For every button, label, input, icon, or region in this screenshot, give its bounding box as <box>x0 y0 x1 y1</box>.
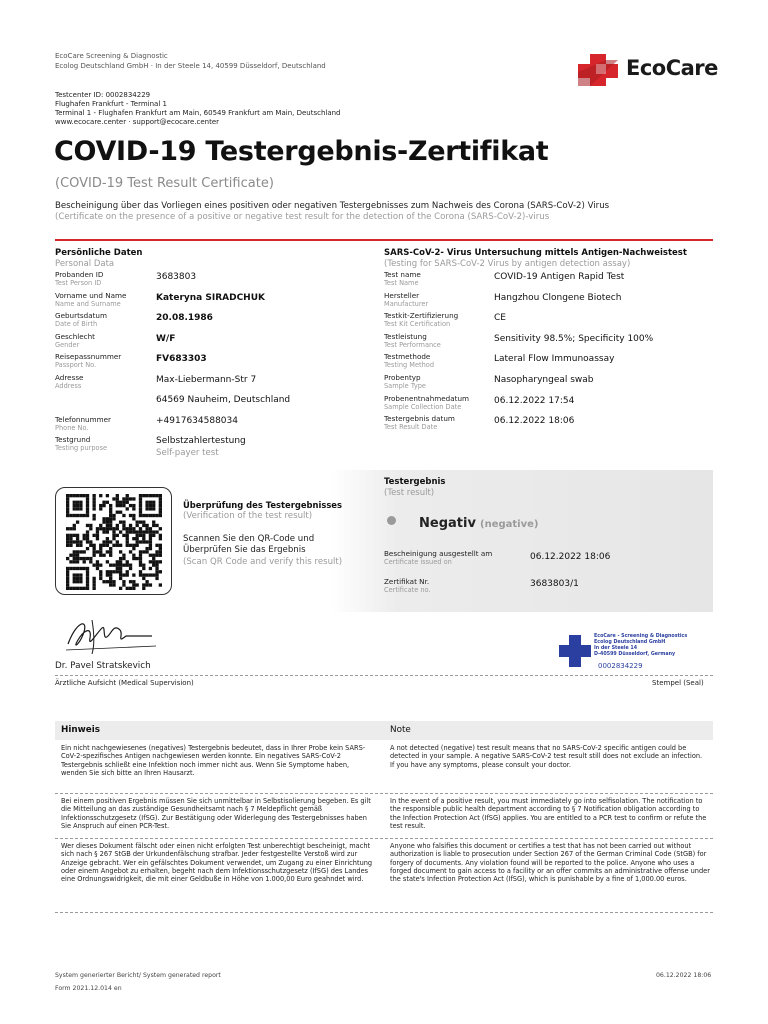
test-certification-value: CE <box>494 313 506 323</box>
person-phone-value: +4917634588034 <box>156 416 238 426</box>
person-address-line1: Max-Liebermann-Str 7 <box>156 375 257 385</box>
web-contact: www.ecocare.center · support@ecocare.center <box>55 118 220 126</box>
stamp-label: Stempel (Seal) <box>652 679 704 687</box>
cert-no-value: 3683803/1 <box>530 579 579 589</box>
test-row-method: Testmethode Testing Method <box>384 352 435 369</box>
testcenter-id: Testcenter ID: 0002834229 <box>55 91 151 99</box>
note-separator-1 <box>55 793 713 794</box>
personal-heading: Persönliche Daten <box>55 248 143 258</box>
person-id-value: 3683803 <box>156 272 197 282</box>
personal-row-passport: Reisepassnummer Passport No. <box>55 352 122 369</box>
logo-text: EcoCare <box>626 56 718 80</box>
stamp-line2: Ecolog Deutschland GmbH <box>594 640 666 645</box>
test-manufacturer-value: Hangzhou Clongene Biotech <box>494 293 622 303</box>
logo-cross-icon <box>576 52 620 88</box>
footer-date: 06.12.2022 18:06 <box>656 972 712 979</box>
note-1-de: Ein nicht nachgewiesenes (negatives) Testergebnis bedeutet, dass in Ihrer Probe kein SARS-CoV-2-spezifisches Antigen nachgewiesen werden konnte. Ein negatives SARS-CoV-2 Testergebnis schließt eine Infektion noch immer nicht aus. Wenn Sie Symptome haben, wenden Sie sich bitte an Ihren Hausarzt. <box>61 744 366 777</box>
personal-row-phone: Telefonnummer Phone No. <box>55 415 111 432</box>
result-heading-en: (Test result) <box>384 488 435 498</box>
issued-value: 06.12.2022 18:06 <box>530 552 611 562</box>
stamp-line4: D-40599 Düsseldorf, Germany <box>594 652 676 657</box>
footer-generated: System generierter Bericht/ System generated report <box>55 972 221 979</box>
qr-frame <box>55 487 172 595</box>
location-line1: Flughafen Frankfurt - Terminal 1 <box>55 100 167 108</box>
person-purpose-en: Self-payer test <box>156 448 219 458</box>
test-row-performance: Testleistung Test Performance <box>384 332 441 349</box>
verify-heading-en: (Verification of the test result) <box>183 511 313 521</box>
personal-row-id: Probanden ID Test Person ID <box>55 270 104 287</box>
test-row-manufacturer: Hersteller Manufacturer <box>384 291 429 308</box>
issued-label: Bescheinigung ausgestellt am Certificate issued on <box>384 549 493 566</box>
personal-row-purpose: Testgrund Testing purpose <box>55 435 108 452</box>
test-heading-en: (Testing for SARS-CoV-2 Virus by antigen detection assay) <box>384 259 631 269</box>
person-name-value: Kateryna SIRADCHUK <box>156 293 265 303</box>
note-3-de: Wer dieses Dokument fälscht oder einen nicht erfolgten Test unberechtigt bescheinigt, macht sich nach § 267 StGB der Urkundenfälschung strafbar. Jeder festgestellte Verstoß wird zur Anzeige gebracht. Wer ein gefälschtes Dokument verwendet, um Zugang zu einer Einrichtung oder einem Angebot zu erhalten, begeht nach dem Infektionsschutzgesetz (IfSG) des Landes eine Ordnungswidrigkeit, die mit einer Geldbuße in Höhe von 1.000,00 Euro geahndet wird. <box>61 842 373 884</box>
personal-heading-en: Personal Data <box>55 259 115 269</box>
test-name-value: COVID-19 Antigen Rapid Test <box>494 272 625 282</box>
personal-row-gender: Geschlecht Gender <box>55 332 95 349</box>
location-line2: Terminal 1 - Flughafen Frankfurt am Main, 60549 Frankfurt am Main, Deutschland <box>55 109 341 117</box>
test-row-name: Test name Test Name <box>384 270 421 287</box>
doctor-name: Dr. Pavel Stratskevich <box>55 661 151 671</box>
notes-heading-de: Hinweis <box>61 725 100 735</box>
result-status-dot-icon <box>387 516 396 525</box>
stamp-line3: In der Steele 14 <box>594 646 638 651</box>
note-separator-2 <box>55 838 713 839</box>
test-row-certification: Testkit-Zertifizierung Test Kit Certification <box>384 311 459 328</box>
description-en: (Certificate on the presence of a positive or negative test result for the detection of the Corona (SARS-CoV-2)-virus <box>55 212 550 222</box>
ecocare-logo <box>576 52 716 88</box>
note-1-en: A not detected (negative) test result means that no SARS-CoV-2 specific antigen could be detected in your sample. A negative SARS-CoV-2 test result still does not exclude an infection. If you have any symptoms, please consult your doctor. <box>390 744 703 769</box>
note-3-en: Anyone who falsifies this document or certifies a test that has not been carried out without authorization is liable to prosecution under Section 267 of the German Criminal Code (StGB) for forgery of documents. Any violation found will be reported to the police. Anyone who uses a forged document to gain access to a facility or an offer commits an administrative offense under the state's Infection Protection Act (IfSG), which is punishable by a fine of 1,000.00 euros. <box>390 842 710 884</box>
notes-header <box>55 721 713 740</box>
test-row-result-date: Testergebnis datum Test Result Date <box>384 414 455 431</box>
test-row-collection-date: Probenentnahmedatum Sample Collection Date <box>384 394 470 411</box>
supervision-label: Ärztliche Aufsicht (Medical Supervision) <box>55 679 194 687</box>
personal-row-name: Vorname und Name Name and Surname <box>55 291 127 308</box>
page-subtitle: (COVID-19 Test Result Certificate) <box>55 176 274 191</box>
personal-row-address: Adresse Address <box>55 373 84 390</box>
signature-line <box>55 675 713 676</box>
company-address: Ecolog Deutschland GmbH · In der Steele 14, 40599 Düsseldorf, Deutschland <box>55 62 326 70</box>
person-passport-value: FV683303 <box>156 354 207 364</box>
note-2-en: In the event of a positive result, you must immediately go into selfisolation. The notification to the responsible public health department according to § 7 Notification obligation according to the Infection Protection Act (IfSG) applies. You are entitled to a PCR test to confirm or refute the test result. <box>390 797 707 830</box>
result-value-en: (negative) <box>480 519 539 530</box>
official-stamp <box>558 634 708 674</box>
note-separator-3 <box>55 912 713 913</box>
qr-code-icon[interactable] <box>66 494 162 590</box>
result-value: Negativ <box>419 516 476 531</box>
company-name: EcoCare Screening & Diagnostic <box>55 52 168 60</box>
test-sample-type-value: Nasopharyngeal swab <box>494 375 594 385</box>
verify-heading: Überprüfung des Testergebnisses <box>183 500 342 510</box>
cert-no-label: Zertifikat Nr. Certificate no. <box>384 577 431 594</box>
verify-line-en: (Scan QR Code and verify this result) <box>183 557 343 567</box>
red-divider <box>55 239 713 241</box>
verify-line2: Überprüfen Sie das Ergebnis <box>183 545 306 555</box>
footer-form-id: Form 2021.12.014 en <box>55 985 122 992</box>
person-dob-value: 20.08.1986 <box>156 313 213 323</box>
verify-line1: Scannen Sie den QR-Code und <box>183 534 315 544</box>
note-2-de: Bei einem positiven Ergebnis müssen Sie sich unmittelbar in Selbstisolierung begeben. Es gilt die Mitteilung an das zuständige Gesundheitsamt nach § 7 Meldepflicht gemäß Infektionsschutzgesetz (IfSG). Zur Bestätigung oder Widerlegung des Testergebnisses haben Sie Anspruch auf einen PCR-Test. <box>61 797 371 830</box>
personal-row-dob: Geburtsdatum Date of Birth <box>55 311 107 328</box>
person-purpose-value: Selbstzahlertestung <box>156 436 246 446</box>
test-row-sample-type: Probentyp Sample Type <box>384 373 426 390</box>
result-heading: Testergebnis <box>384 477 446 487</box>
test-result-date-value: 06.12.2022 18:06 <box>494 416 575 426</box>
stamp-id: 0002834229 <box>598 662 643 670</box>
notes-heading-en: Note <box>390 725 411 735</box>
page-title: COVID-19 Testergebnis-Zertifikat <box>54 136 549 167</box>
test-collection-date-value: 06.12.2022 17:54 <box>494 396 575 406</box>
person-address-line2: 64569 Nauheim, Deutschland <box>156 395 291 405</box>
test-performance-value: Sensitivity 98.5%; Specificity 100% <box>494 334 654 344</box>
stamp-line1: EcoCare - Screening & Diagnostics <box>594 634 688 639</box>
test-method-value: Lateral Flow Immunoassay <box>494 354 615 364</box>
test-heading: SARS-CoV-2- Virus Untersuchung mittels Antigen-Nachweistest <box>384 248 687 258</box>
signature-icon <box>62 614 158 658</box>
stamp-cross-icon <box>558 634 592 668</box>
description-de: Bescheinigung über das Vorliegen eines positiven oder negativen Testergebnisses zum Nachweis des Corona (SARS-CoV-2) Virus <box>55 201 610 211</box>
person-gender-value: W/F <box>156 334 176 344</box>
